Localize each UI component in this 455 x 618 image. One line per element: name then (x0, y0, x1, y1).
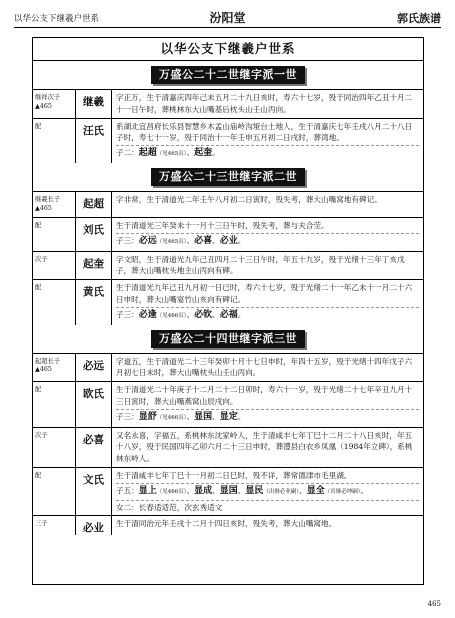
person-row (33, 90, 423, 119)
children-line (116, 409, 419, 425)
sentence-end: 。 (237, 411, 246, 421)
relation-cell: 配 (33, 280, 76, 324)
biography-body: 字非常，生于清道光二年壬午八月初二日寅时，殁失考，葬大山嘴窝地有碑记。 (116, 195, 382, 204)
biography-body: 字文昭，生于清道光九年己丑四月二十三日午时，年五十九岁，殁于光绪十三年丁亥戊子，葬大山嘴枕头地主山丙向有碑。 (116, 254, 405, 276)
child-note: （见466页） (156, 414, 187, 421)
biography-body: 字道五，生于清道光二十三年癸卯十月十七日申时，年四十五岁，殁于光绪十四年戊子六月初七日未时，葬大山嘴枕头山壬山丙向。 (116, 356, 413, 378)
separator: 、 (212, 411, 220, 421)
generation-section-3 (33, 325, 423, 536)
person-name: 必喜 (76, 428, 112, 467)
separator: 、 (299, 485, 307, 495)
relation-cell: 继羲长子 ▲465 (33, 192, 76, 217)
person-name: 欧氏 (76, 382, 112, 426)
biography-text (112, 252, 423, 280)
relation-cell: 配 (33, 119, 76, 163)
header-rule (14, 27, 441, 28)
sentence-end: 。 (212, 148, 220, 158)
person-name: 必业 (76, 516, 112, 535)
child-note: （见466页） (156, 312, 187, 319)
biography-text (112, 192, 423, 217)
biography-text (112, 468, 423, 515)
children-line (116, 483, 419, 499)
children-label: 子三： (116, 411, 139, 421)
children-line (116, 233, 419, 249)
relation-cell: 配 (33, 468, 76, 515)
children-label: 子二： (116, 148, 139, 158)
generation-banner: 万盛公二十三世继字派二世 (151, 168, 305, 186)
relation-cell: 三子 (33, 516, 76, 535)
child-name: 起超 (138, 148, 157, 159)
child-name: 必逢 (138, 309, 157, 320)
person-row (33, 516, 423, 535)
child-name: 必钦 (194, 309, 213, 320)
child-name: 起奎 (194, 148, 213, 159)
running-header (14, 9, 441, 25)
sentence-end: 。 (237, 309, 246, 319)
table-title: 以华公支下继羲户世系 (33, 38, 423, 61)
person-name: 黄氏 (76, 280, 112, 324)
genealogy-table (32, 37, 424, 585)
separator: 、 (212, 309, 220, 319)
children-line (116, 307, 419, 323)
biography-text (112, 428, 423, 467)
child-name: 显成 (194, 485, 213, 496)
child-name: 显上 (138, 485, 157, 496)
generation-banner: 万盛公二十四世继字派三世 (151, 330, 305, 348)
header-book-title: 郭氏族谱 (397, 12, 441, 25)
biography-text (112, 218, 423, 251)
child-name: 必业 (219, 235, 238, 246)
relation-cell: 配 (33, 218, 76, 251)
separator: 、 (186, 309, 195, 319)
biography-text (112, 354, 423, 382)
generation-band (33, 61, 423, 90)
separator: 、 (186, 411, 195, 421)
child-name: 显定 (219, 411, 238, 422)
child-name: 显全 (306, 485, 325, 496)
sentence-end: 。 (237, 235, 246, 245)
header-hall-name: 汾阳堂 (209, 11, 246, 25)
biography-body: 又名永喜，字福五，系桃林东沈家岭人，生于清咸丰七年丁巳十二月二十八日亥时，年五十八岁，殁于民国四年乙卯六月二十三日申时，葬澧县白衣乡凤凰（1984年立碑），系桃林东岭人。 (116, 430, 413, 464)
child-name: 显国 (194, 411, 213, 422)
biography-text (112, 90, 423, 118)
child-note: （出继必坤嗣） (324, 488, 361, 495)
person-row (33, 428, 423, 468)
generation-band (33, 325, 423, 354)
biography-body: 生于清同治元年壬戌十二月十四日亥时，殁失考，葬大山嘴窝地。 (116, 519, 337, 529)
child-note: （出继必业嗣） (263, 488, 300, 495)
person-name: 汪氏 (76, 119, 112, 163)
child-note: （见465页） (156, 151, 187, 158)
child-name: 必喜 (194, 235, 213, 246)
person-name: 起超 (76, 192, 112, 217)
person-name: 必远 (76, 354, 112, 382)
header-left-title: 以华公支下继羲户世系 (14, 14, 100, 24)
children-line (116, 145, 419, 161)
person-row (33, 218, 423, 252)
person-name: 刘氏 (76, 218, 112, 251)
biography-body: 生于清咸丰七年丁巳十一月初二日巳时，殁不详，葬常德津市毛里湖。 (116, 471, 352, 480)
separator: 、 (212, 235, 220, 245)
person-row (33, 382, 423, 427)
separator: 、 (186, 485, 195, 495)
person-row (33, 119, 423, 163)
generation-banner: 万盛公二十二世继字派一世 (151, 66, 305, 84)
children-label: 子五： (116, 485, 139, 495)
relation-cell: 次子 (33, 252, 76, 280)
biography-text (112, 280, 423, 324)
person-row (33, 280, 423, 324)
person-row (33, 354, 423, 383)
child-name: 显民 (245, 485, 264, 496)
relation-cell: 继祥次子 ▲465 (33, 90, 76, 118)
child-note: （见465页） (156, 238, 187, 245)
children-label: 子三： (116, 309, 139, 319)
sentence-end: 。 (360, 485, 369, 495)
biography-body: 生于清道光九年己丑九月初一日已时，寿六十七岁，殁于光绪二十一年乙未十一月二十六日申时，葬大山嘴宴竹山亥向有碑记。 (116, 283, 413, 304)
child-name: 必远 (138, 235, 157, 246)
generation-section-1 (33, 61, 423, 163)
generation-section-2 (33, 163, 423, 325)
biography-body: 系湖北宜昌府长乐县智慧乡木孟山庙岭沟垭台土地人，生于清嘉庆七年壬戌八月二十八日子时，寿七十一岁，殁于同治十一年壬申五月初二日戌时，葬湾地。 (116, 121, 413, 143)
child-name: 显国 (219, 485, 238, 496)
children-label: 子三： (116, 235, 139, 245)
child-name: 显舒 (138, 411, 157, 422)
separator: 、 (186, 235, 195, 245)
daughters-line: 女二：长春适适范，次玄秀适文 (116, 500, 419, 514)
child-name: 必福 (219, 309, 238, 320)
separator: 、 (212, 485, 220, 495)
person-row (33, 192, 423, 218)
person-name: 起奎 (76, 252, 112, 280)
biography-body: 生于清道光二十年庚子十二月二十二日卯时，寿六十一岁，殁于光绪二十七年辛丑九月十三日寅时，葬大山嘴燕窝山辰戌向。 (116, 385, 413, 406)
person-name: 文氏 (76, 468, 112, 515)
person-name: 继羲 (76, 90, 112, 118)
biography-text (112, 516, 423, 535)
biography-text (112, 382, 423, 426)
child-note: （见466页） (156, 488, 187, 495)
person-row (33, 252, 423, 281)
separator: 、 (186, 148, 195, 158)
page-number: 465 (427, 600, 441, 608)
generation-band (33, 163, 423, 192)
biography-body: 字正万，生于清嘉庆四年己未五月二十九日亥时，寿六十七岁，殁于同治四年乙丑十月二十一日午时，葬桃林东大山嘴基后枕头山壬山丙向。 (116, 93, 413, 114)
relation-cell: 次子 (33, 428, 76, 467)
biography-text (112, 119, 423, 163)
relation-cell: 配 (33, 382, 76, 426)
biography-body: 生于清道光三年癸未十一月十三日午时，殁失考，葬与夫合茔。 (116, 221, 329, 230)
separator: 、 (237, 485, 246, 495)
person-row (33, 468, 423, 516)
relation-cell: 起超长子 ▲465 (33, 354, 76, 382)
